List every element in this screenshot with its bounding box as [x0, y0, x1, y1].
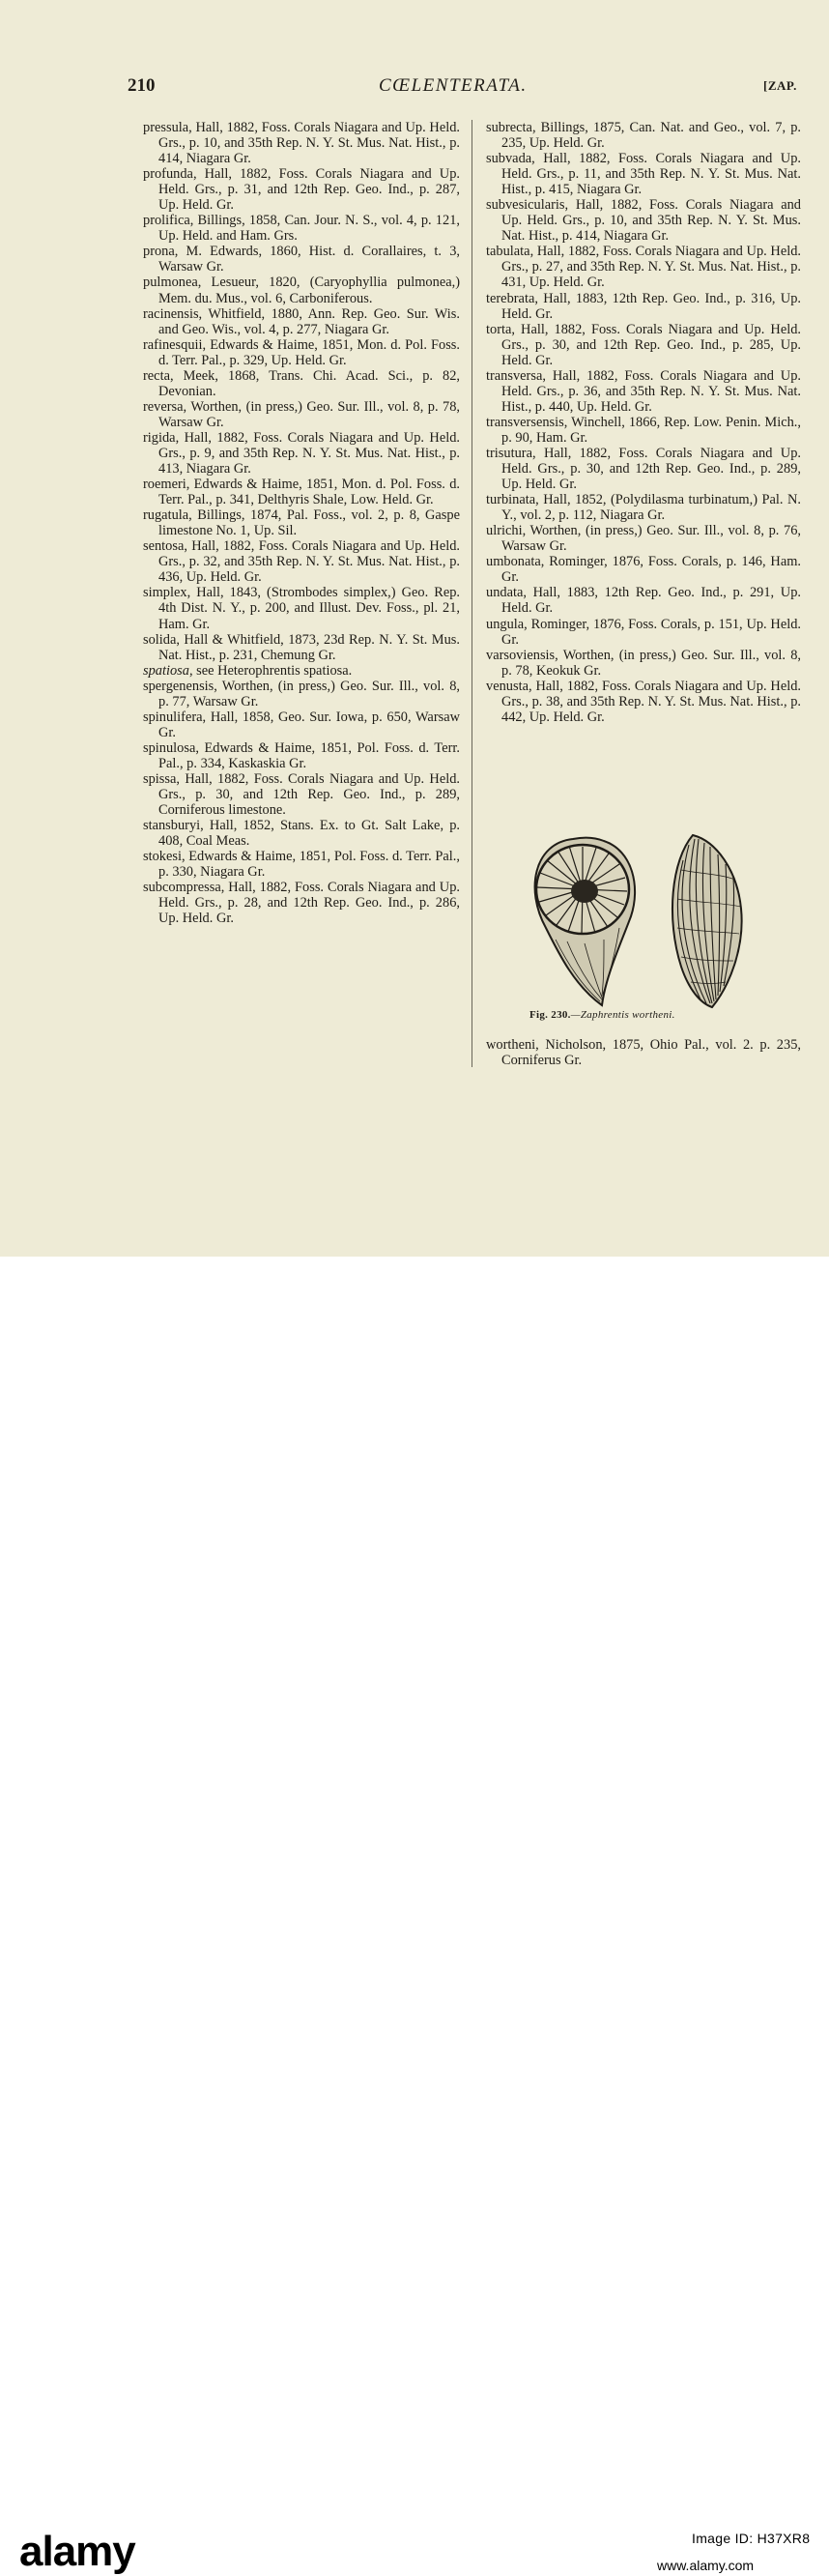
species-entry — [486, 446, 801, 492]
alamy-logo: alamy — [19, 2528, 135, 2575]
species-citation: , Edwards & Haime, 1851, Mon. d. Pol. Foss. d. Terr. Pal., p. 329, Up. Held. Gr. — [158, 336, 460, 368]
species-entry — [143, 213, 460, 244]
book-page — [0, 0, 829, 1257]
species-entry — [486, 1037, 801, 1068]
species-citation: , Edwards & Haime, 1851, Pol. Foss. d. Terr. Pal., p. 330, Niagara Gr. — [158, 849, 460, 881]
species-citation: , Worthen, (in press,) Geo. Sur. Ill., vol. 8, p. 78, Keokuk Gr. — [501, 647, 801, 679]
species-entry — [486, 617, 801, 648]
species-citation: , Edwards & Haime, 1851, Mon. d. Pol. Foss. d. Terr. Pal., p. 341, Delthyris Shale, Low. Held. Gr. — [158, 477, 460, 508]
species-entry — [143, 632, 460, 663]
species-entry — [486, 151, 801, 197]
species-citation: , Hall, 1852, (Polydilasma turbinatum,) Pal. N. Y., vol. 2, p. 112, Niagara Gr. — [501, 492, 801, 524]
species-name: racinensis — [143, 305, 199, 322]
species-citation: , Hall & Whitfield, 1873, 23d Rep. N. Y. St. Mus. Nat. Hist., p. 231, Chemung Gr. — [158, 631, 460, 663]
species-entry — [486, 523, 801, 554]
species-citation: , Hall, 1843, (Strombodes simplex,) Geo. Rep. 4th Dist. N. Y., p. 200, and Illust. Dev. Foss., pl. 21, Ham. Gr. — [158, 585, 460, 632]
species-name: rigida — [143, 429, 176, 446]
species-name: pressula — [143, 120, 189, 135]
species-entry — [143, 477, 460, 507]
species-name: roemeri — [143, 477, 186, 493]
species-citation: , Billings, 1875, Can. Nat. and Geo., vol. 7, p. 235, Up. Held. Gr. — [501, 120, 801, 152]
species-name: reversa — [143, 398, 184, 415]
species-entry — [486, 648, 801, 679]
species-name: subcompressa — [143, 880, 221, 896]
species-name: spinulosa — [143, 739, 196, 756]
species-citation: , Hall, 1882, Foss. Corals Niagara and Up. Held. Grs., p. 36, and 35th Rep. N. Y. St. Mus. Nat. Hist., p. 440, Up. Held. Gr. — [501, 367, 801, 415]
species-entry — [143, 166, 460, 213]
running-tag: [ZAP. — [763, 78, 797, 93]
species-entry — [143, 880, 460, 926]
species-name: spinulifera — [143, 709, 203, 725]
figure-zaphrentis-wortheni — [527, 831, 758, 1025]
species-entry — [486, 492, 801, 523]
species-citation: , Worthen, (in press,) Geo. Sur. Ill., vol. 8, p. 76, Warsaw Gr. — [501, 523, 801, 555]
species-name: venusta — [486, 678, 529, 694]
species-name: solida — [143, 631, 177, 648]
species-name: ulrichi — [486, 523, 523, 539]
species-citation: , Meek, 1868, Trans. Chi. Acad. Sci., p. 82, Devonian. — [158, 367, 460, 399]
species-citation: , Hall, 1882, Foss. Corals Niagara and Up. Held. Grs., p. 30, and 12th Rep. Geo. Ind., p. 285, Up. Held. Gr. — [501, 321, 801, 368]
species-name: tabulata — [486, 244, 530, 260]
species-name: spatiosa — [143, 662, 189, 679]
figure-caption-text: —Zaphrentis wortheni. — [570, 1009, 675, 1021]
species-entry — [143, 771, 460, 818]
species-entry — [486, 197, 801, 244]
species-name: ungula — [486, 616, 525, 632]
species-name: prona — [143, 244, 175, 260]
species-entry — [143, 306, 460, 337]
species-name: umbonata — [486, 554, 541, 570]
species-citation: , Billings, 1874, Pal. Foss., vol. 2, p. 8, Gaspe limestone No. 1, Up. Sil. — [158, 507, 460, 539]
species-citation: , Rominger, 1876, Foss. Corals, p. 151, Up. Held. Gr. — [501, 616, 801, 648]
species-entry — [486, 554, 801, 585]
species-citation: , Worthen, (in press,) Geo. Sur. Ill., vol. 8, p. 77, Warsaw Gr. — [158, 678, 460, 709]
species-citation: , Billings, 1858, Can. Jour. N. S., vol. 4, p. 121, Up. Held. and Ham. Grs. — [158, 213, 460, 245]
species-entry — [143, 818, 460, 849]
species-citation: , Hall, 1882, Foss. Corals Niagara and Up. Held. Grs., p. 11, and 35th Rep. N. Y. St. Mus. Nat. Hist., p. 415, Niagara Gr. — [501, 151, 801, 198]
species-entry — [486, 120, 801, 151]
species-entry — [143, 538, 460, 585]
species-name: transversa — [486, 367, 543, 384]
coral-side-view — [672, 835, 742, 1007]
left-column — [143, 120, 460, 926]
species-name: subrecta — [486, 120, 532, 135]
species-citation: , Nicholson, 1875, Ohio Pal., vol. 2. p. 235, Corniferus Gr. — [501, 1037, 801, 1069]
image-id: Image ID: H37XR8 — [692, 2531, 811, 2546]
species-name: prolifica — [143, 213, 190, 229]
species-entry — [486, 585, 801, 616]
species-name: subvada — [486, 151, 532, 167]
species-entry — [143, 244, 460, 275]
species-entry — [486, 291, 801, 322]
species-name: subvesicularis — [486, 197, 565, 214]
species-name: torta — [486, 321, 512, 337]
species-name: terebrata — [486, 290, 535, 306]
species-name: wortheni — [486, 1037, 536, 1053]
alamy-url: www.alamy.com — [657, 2558, 755, 2573]
species-entry — [143, 275, 460, 305]
species-citation: , Hall, 1882, Foss. Corals Niagara and Up. Held. Grs., p. 30, and 12th Rep. Geo. Ind., p. 289, Corniferous limestone. — [158, 770, 460, 819]
species-name: spergenensis — [143, 678, 214, 694]
species-name: recta — [143, 367, 170, 384]
species-entry — [486, 415, 801, 446]
species-citation: , Hall, 1882, Foss. Corals Niagara and Up. Held. Grs., p. 38, and 35th Rep. N. Y. St. Mus. Nat. Hist., p. 442, Up. Held. Gr. — [501, 678, 801, 725]
species-citation: , M. Edwards, 1860, Hist. d. Corallaires, t. 3, Warsaw Gr. — [158, 244, 460, 275]
right-column-after-figure — [486, 1037, 801, 1068]
species-entry — [143, 740, 460, 771]
species-name: simplex — [143, 585, 187, 601]
species-citation: , Hall, 1883, 12th Rep. Geo. Ind., p. 291, Up. Held. Gr. — [501, 585, 801, 617]
species-name: undata — [486, 585, 524, 601]
species-entry — [143, 430, 460, 477]
species-entry — [143, 399, 460, 430]
species-entry — [486, 368, 801, 415]
species-name: pulmonea — [143, 275, 198, 291]
species-entry — [143, 585, 460, 631]
species-entry — [486, 679, 801, 725]
species-entry — [486, 322, 801, 368]
species-name: sentosa — [143, 538, 185, 555]
species-name: stansburyi — [143, 818, 201, 834]
species-entry — [143, 337, 460, 368]
species-citation: , Worthen, (in press,) Geo. Sur. Ill., vol. 8, p. 78, Warsaw Gr. — [158, 398, 460, 430]
species-citation: , Hall, 1882, Foss. Corals Niagara and Up. Held. Grs., p. 10, and 35th Rep. N. Y. St. Mus. Nat. Hist., p. 414, Niagara Gr. — [158, 120, 460, 167]
coral-calice-view — [535, 838, 636, 1005]
figure-label: Fig. 230. — [529, 1009, 571, 1021]
species-entry — [143, 507, 460, 538]
species-citation: , Lesueur, 1820, (Caryophyllia pulmonea,) Mem. du. Mus., vol. 6, Carboniferous. — [158, 275, 460, 306]
species-entry — [486, 244, 801, 290]
species-citation: , Hall, 1883, 12th Rep. Geo. Ind., p. 316, Up. Held. Gr. — [501, 290, 801, 322]
species-citation: , Hall, 1882, Foss. Corals Niagara and Up. Held. Grs., p. 32, and 35th Rep. N. Y. St. Mus. Nat. Hist., p. 436, Up. Held. Gr. — [158, 538, 460, 586]
species-name: spissa — [143, 770, 177, 787]
species-name: varsoviensis — [486, 647, 556, 663]
species-citation: , Hall, 1858, Geo. Sur. Iowa, p. 650, Warsaw Gr. — [158, 709, 460, 740]
species-citation: , Hall, 1882, Foss. Corals Niagara and Up. Held. Grs., p. 9, and 35th Rep. N. Y. St. Mus. Nat. Hist., p. 413, Niagara Gr. — [158, 429, 460, 478]
page-header — [128, 75, 804, 104]
figure-caption — [529, 1009, 761, 1021]
species-entry — [143, 120, 460, 166]
species-citation: , Hall, 1882, Foss. Corals Niagara and Up. Held. Grs., p. 30, and 12th Rep. Geo. Ind., p. 289, Up. Held. Gr. — [501, 445, 801, 493]
species-name: rugatula — [143, 507, 189, 524]
species-entry — [143, 368, 460, 399]
species-citation: , Hall, 1882, Foss. Corals Niagara and Up. Held. Grs., p. 28, and 12th Rep. Geo. Ind., p. 286, Up. Held. Gr. — [158, 880, 460, 927]
species-name: stokesi — [143, 849, 182, 865]
species-name: profunda — [143, 166, 193, 183]
species-citation: , Winchell, 1866, Rep. Low. Penin. Mich., p. 90, Ham. Gr. — [501, 414, 801, 446]
species-citation: , Hall, 1882, Foss. Corals Niagara and Up. Held. Grs., p. 31, and 12th Rep. Geo. Ind., p. 287, Up. Held. Gr. — [158, 166, 460, 214]
stock-watermark-footer — [0, 1257, 829, 2575]
species-citation: , see Heterophrentis spatiosa. — [188, 662, 353, 679]
species-name: transversensis — [486, 414, 564, 430]
species-entry — [143, 679, 460, 709]
species-citation: , Rominger, 1876, Foss. Corals, p. 146, Ham. Gr. — [501, 554, 801, 586]
species-entry — [143, 849, 460, 880]
species-name: trisutura — [486, 445, 532, 461]
species-citation: , Edwards & Haime, 1851, Pol. Foss. d. Terr. Pal., p. 334, Kaskaskia Gr. — [158, 739, 460, 771]
coral-illustration — [527, 831, 758, 1015]
right-column — [486, 120, 801, 725]
species-citation: , Hall, 1882, Foss. Corals Niagara and Up. Held. Grs., p. 10, and 35th Rep. N. Y. St. Mus. Nat. Hist., p. 414, Niagara Gr. — [501, 197, 801, 245]
page-number: 210 — [128, 75, 156, 96]
species-name: turbinata — [486, 492, 536, 508]
species-name: rafinesquii — [143, 336, 203, 353]
species-citation: , Whitfield, 1880, Ann. Rep. Geo. Sur. Wis. and Geo. Wis., vol. 4, p. 277, Niagara Gr. — [158, 305, 460, 337]
species-entry — [143, 709, 460, 740]
species-entry — [143, 663, 460, 679]
species-citation: , Hall, 1852, Stans. Ex. to Gt. Salt Lake, p. 408, Coal Meas. — [158, 818, 460, 850]
species-citation: , Hall, 1882, Foss. Corals Niagara and Up. Held. Grs., p. 27, and 35th Rep. N. Y. St. Mus. Nat. Hist., p. 431, Up. Held. Gr. — [501, 244, 801, 291]
running-title: CŒLENTERATA. — [379, 75, 528, 96]
